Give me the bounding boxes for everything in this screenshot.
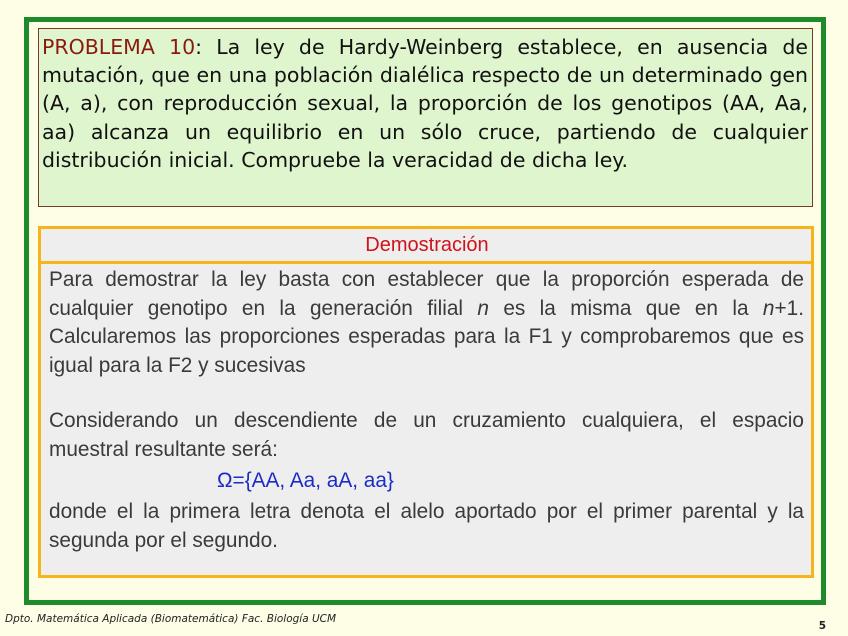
intro-text-b: es la misma que en la xyxy=(488,296,763,320)
page-number: 5 xyxy=(818,620,826,632)
paragraph-explanation: donde el la primera letra denota el alelo aportado por el primer parental y la segunda por el segundo. xyxy=(49,500,804,552)
demonstration-body xyxy=(41,264,811,555)
problem-label: PROBLEMA 10 xyxy=(42,35,196,59)
generation-n: n xyxy=(477,296,489,320)
paragraph-sample-space: Considerando un descendiente de un cruzamiento cualquiera, el espacio muestral resultante será: xyxy=(49,409,804,461)
problem-statement-box xyxy=(38,28,813,207)
demonstration-header xyxy=(41,229,811,264)
demonstration-box xyxy=(38,226,814,578)
intro-text-c: +1. Calcularemos las proporciones esperadas para la F1 y comprobaremos que es igual para la F2 y sucesivas xyxy=(49,296,804,377)
intro-text-a: Para demostrar la ley basta con establecer que la proporción esperada de cualquier genotipo en la generación filial xyxy=(49,268,804,320)
problem-text: : La ley de Hardy-Weinberg establece, en ausencia de mutación, que en una población dialélica respecto de un determinado gen (A, a), con reproducción sexual, la proporción de los genotipos (AA, Aa, aa) alcanza un equilibrio en un sólo cruce, partiendo de cualquier distribución inicial. Compruebe la veracidad de dicha ley. xyxy=(42,35,808,172)
paragraph-intro xyxy=(49,266,804,380)
footer-department: Dpto. Matemática Aplicada (Biomatemática) Fac. Biología UCM xyxy=(5,613,337,625)
sample-space-formula: Ω={AA, Aa, aA, aa} xyxy=(217,468,394,492)
generation-n-next: n xyxy=(762,296,775,320)
demonstration-title: Demostración xyxy=(365,233,489,256)
